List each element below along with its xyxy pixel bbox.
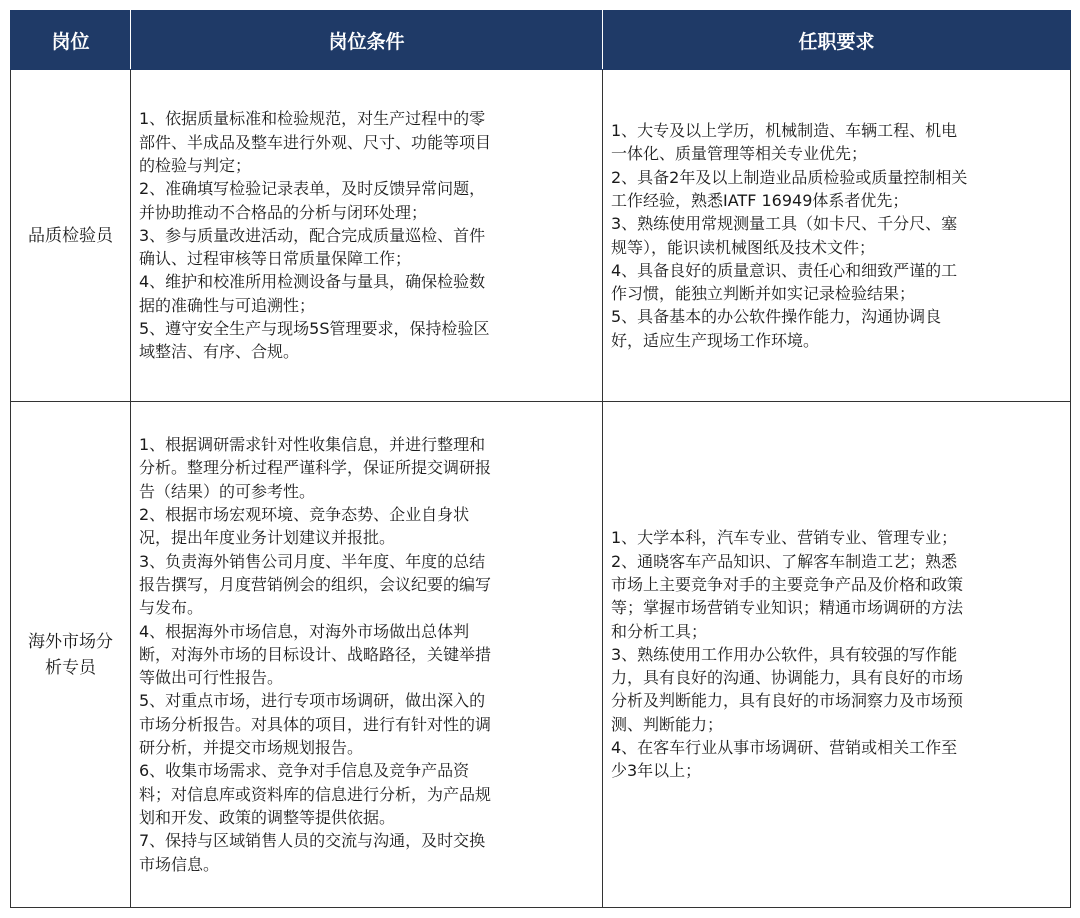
- conditions-line: 研分析，并提交市场规划报告。: [139, 738, 364, 758]
- conditions-line: 3、负责海外销售公司月度、半年度、年度的总结: [139, 551, 486, 571]
- requirements-line: 1、大专及以上学历，机械制造、车辆工程、机电: [611, 121, 958, 141]
- requirements-cell: [603, 70, 1071, 402]
- requirements-cell: [603, 402, 1071, 908]
- requirements-line: 好，适应生产现场工作环境。: [611, 330, 820, 350]
- position-cell: [11, 70, 131, 402]
- conditions-line: 划和开发、政策的调整等提供依据。: [139, 807, 396, 827]
- conditions-line: 5、遵守安全生产与现场5S管理要求，保持检验区: [139, 319, 490, 339]
- conditions-line: 1、依据质量标准和检验规范，对生产过程中的零: [139, 109, 486, 129]
- conditions-line: 并协助推动不合格品的分析与闭环处理；: [139, 202, 428, 222]
- conditions-line: 4、维护和校准所用检测设备与量具，确保检验数: [139, 272, 486, 292]
- conditions-line: 确认、过程审核等日常质量保障工作；: [139, 249, 412, 269]
- conditions-line: 5、对重点市场，进行专项市场调研，做出深入的: [139, 691, 486, 711]
- conditions-line: 与发布。: [139, 598, 204, 618]
- conditions-line: 6、收集市场需求、竞争对手信息及竞争产品资: [139, 761, 470, 781]
- conditions-line: 况，提出年度业务计划建议并报批。: [139, 528, 396, 548]
- requirements-line: 等；掌握市场营销专业知识；精通市场调研的方法: [611, 598, 964, 618]
- table-row: [11, 70, 1071, 402]
- conditions-line: 据的准确性与可追溯性；: [139, 295, 316, 315]
- conditions-line: 的检验与判定；: [139, 155, 252, 175]
- conditions-line: 2、根据市场宏观环境、竞争态势、企业自身状: [139, 505, 470, 525]
- conditions-cell: [131, 402, 603, 908]
- requirements-line: 5、具备基本的办公软件操作能力，沟通协调良: [611, 307, 942, 327]
- header-position: 岗位: [11, 11, 131, 70]
- header-requirements: 任职要求: [603, 11, 1071, 70]
- position-name: 海外市场分: [28, 631, 113, 652]
- requirements-line: 2、通晓客车产品知识、了解客车制造工艺；熟悉: [611, 551, 958, 571]
- header-row: [11, 11, 1071, 70]
- requirements-line: 少3年以上；: [611, 761, 702, 781]
- requirements-line: 规等），能识读机械图纸及技术文件；: [611, 237, 876, 257]
- conditions-line: 2、准确填写检验记录表单，及时反馈异常问题，: [139, 179, 486, 199]
- conditions-line: 7、保持与区域销售人员的交流与沟通，及时交换: [139, 831, 486, 851]
- header-conditions: 岗位条件: [131, 11, 603, 70]
- requirements-line: 工作经验，熟悉IATF 16949体系者优先；: [611, 190, 909, 210]
- conditions-line: 市场信息。: [139, 854, 220, 874]
- requirements-line: 3、熟练使用常规测量工具（如卡尺、千分尺、塞: [611, 214, 958, 234]
- job-table: [10, 10, 1071, 908]
- requirements-line: 3、熟练使用工作用办公软件，具有较强的写作能: [611, 644, 958, 664]
- requirements-line: 2、具备2年及以上制造业品质检验或质量控制相关: [611, 167, 968, 187]
- requirements-line: 作习惯，能独立判断并如实记录检验结果；: [611, 284, 916, 304]
- requirements-line: 分析及判断能力，具有良好的市场洞察力及市场预: [611, 691, 964, 711]
- conditions-line: 域整洁、有序、合规。: [139, 342, 300, 362]
- conditions-line: 报告撰写，月度营销例会的组织，会议纪要的编写: [139, 574, 492, 594]
- conditions-line: 等做出可行性报告。: [139, 668, 284, 688]
- conditions-line: 3、参与质量改进活动，配合完成质量巡检、首件: [139, 225, 486, 245]
- conditions-line: 1、根据调研需求针对性收集信息，并进行整理和: [139, 435, 486, 455]
- position-name: 品质检验员: [28, 225, 113, 246]
- conditions-line: 断，对海外市场的目标设计、战略路径，关键举措: [139, 644, 492, 664]
- conditions-line: 市场分析报告。对具体的项目，进行有针对性的调: [139, 714, 492, 734]
- position-name: 析专员: [45, 657, 96, 678]
- requirements-line: 市场上主要竞争对手的主要竞争产品及价格和政策: [611, 574, 964, 594]
- conditions-line: 4、根据海外市场信息，对海外市场做出总体判: [139, 621, 470, 641]
- conditions-cell: [131, 70, 603, 402]
- job-table-wrapper: [10, 10, 1070, 908]
- requirements-line: 和分析工具；: [611, 621, 708, 641]
- requirements-line: 1、大学本科，汽车专业、营销专业、管理专业；: [611, 528, 958, 548]
- conditions-line: 部件、半成品及整车进行外观、尺寸、功能等项目: [139, 132, 492, 152]
- conditions-line: 料；对信息库或资料库的信息进行分析，为产品规: [139, 784, 492, 804]
- conditions-line: 告（结果）的可参考性。: [139, 481, 316, 501]
- requirements-line: 一体化、质量管理等相关专业优先；: [611, 144, 868, 164]
- position-cell: [11, 402, 131, 908]
- requirements-line: 测、判断能力；: [611, 714, 724, 734]
- requirements-line: 4、在客车行业从事市场调研、营销或相关工作至: [611, 738, 958, 758]
- requirements-line: 力，具有良好的沟通、协调能力，具有良好的市场: [611, 668, 964, 688]
- requirements-line: 4、具备良好的质量意识、责任心和细致严谨的工: [611, 260, 958, 280]
- conditions-line: 分析。整理分析过程严谨科学，保证所提交调研报: [139, 458, 492, 478]
- table-row: [11, 402, 1071, 908]
